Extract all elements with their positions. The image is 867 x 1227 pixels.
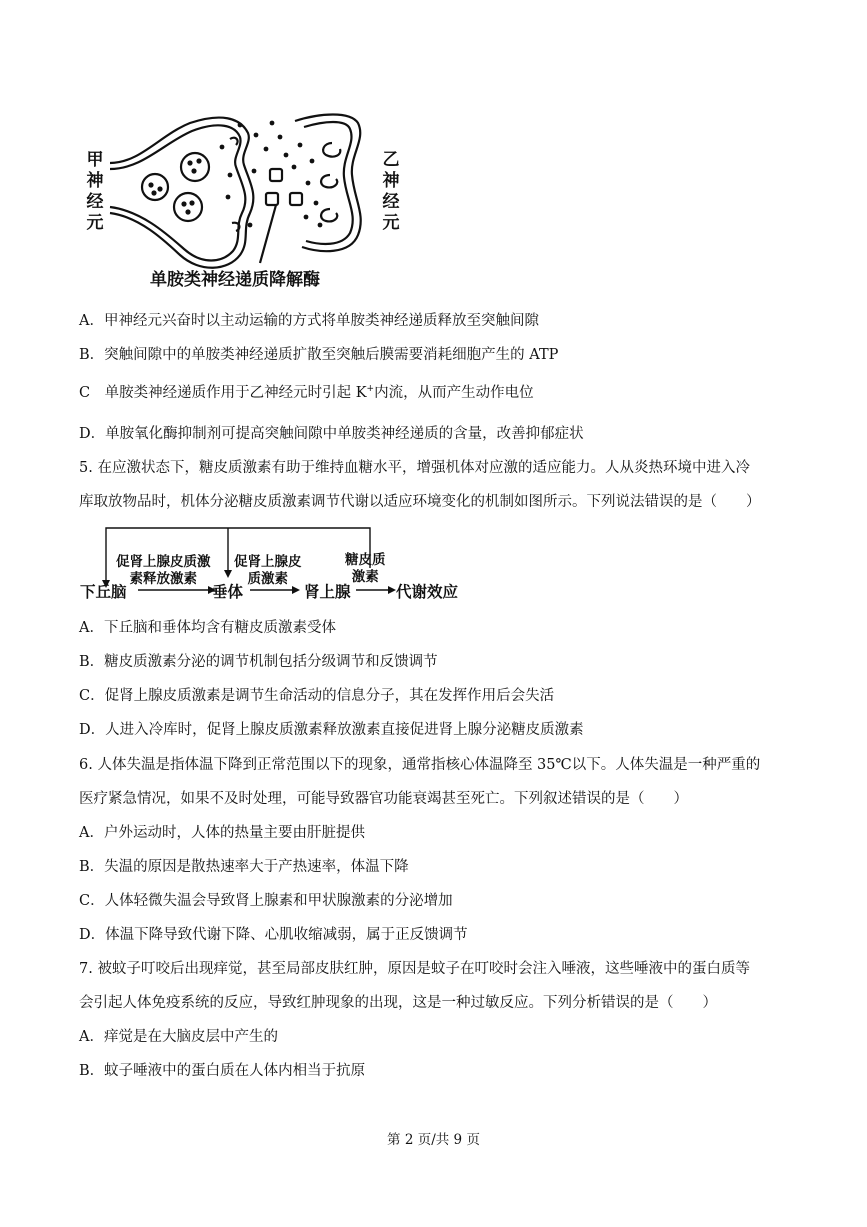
q7-stem-line-2: 会引起人体免疫系统的反应，导致红肿现象的出现，这是一种过敏反应。下列分析错误的是（ ） (79, 995, 717, 1011)
presynaptic-neuron-label: 甲 神 经 元 (86, 150, 104, 233)
potassium-charge: + (366, 384, 375, 394)
q6-option-b: B．失温的原因是散热速率大于产热速率，体温下降 (79, 859, 409, 875)
q4-option-c-post: 内流，从而产生动作电位 (374, 384, 534, 401)
q7-option-a: A．痒觉是在大脑皮层中产生的 (79, 1029, 278, 1045)
postsynaptic-neuron-label: 乙 神 经 元 (382, 150, 400, 233)
q4-option-c (79, 379, 534, 403)
node-metabolic-effect: 代谢效应 (396, 583, 459, 601)
page-footer: 第 2 页/共 9 页 (387, 1132, 480, 1148)
q5-option-b: B．糖皮质激素分泌的调节机制包括分级调节和反馈调节 (79, 654, 438, 670)
node-adrenal: 肾上腺 (304, 583, 351, 601)
q4-option-b: B．突触间隙中的单胺类神经递质扩散至突触后膜需要消耗细胞产生的 ATP (79, 347, 559, 363)
q6-option-d: D．体温下降导致代谢下降、心肌收缩减弱，属于正反馈调节 (79, 927, 468, 943)
enzyme-label: 单胺类神经递质降解酶 (150, 270, 320, 290)
q5-option-c: C．促肾上腺皮质激素是调节生命活动的信息分子，其在发挥作用后会失活 (79, 688, 555, 704)
label-glucocorticoid: 糖皮质 激素 (345, 552, 386, 585)
q5-option-a: A．下丘脑和垂体均含有糖皮质激素受体 (79, 620, 336, 636)
synapse-diagram (80, 105, 420, 290)
q6-stem-line-1: 6. 人体失温是指体温下降到正常范围以下的现象，通常指核心体温降至 35℃以下。人体失温是一种严重的 (79, 757, 761, 773)
label-acth: 促肾上腺皮 质激素 (234, 554, 302, 587)
q4-option-d: D．单胺氧化酶抑制剂可提高突触间隙中单胺类神经递质的含量，改善抑郁症状 (79, 426, 584, 442)
q5-option-d: D．人进入冷库时，促肾上腺皮质激素释放激素直接促进肾上腺分泌糖皮质激素 (79, 722, 584, 738)
node-pituitary: 垂体 (212, 583, 244, 601)
q5-stem-line-2: 库取放物品时，机体分泌糖皮质激素调节代谢以适应环境变化的机制如图所示。下列说法错误的是（ ） (79, 494, 761, 510)
q7-stem-line-1: 7. 被蚊子叮咬后出现痒觉，甚至局部皮肤红肿，原因是蚊子在叮咬时会注入唾液，这些唾液中的蛋白质等 (79, 961, 750, 977)
q6-stem-line-2: 医疗紧急情况，如果不及时处理，可能导致器官功能衰竭甚至死亡。下列叙述错误的是（ ） (79, 791, 688, 807)
q6-option-c: C．人体轻微失温会导致肾上腺素和甲状腺激素的分泌增加 (79, 893, 453, 909)
q5-stem-line-1: 5. 在应激状态下，糖皮质激素有助于维持血糖水平，增强机体对应激的适应能力。人从炎热环境中进入冷 (79, 460, 750, 476)
q7-option-b: B．蚊子唾液中的蛋白质在人体内相当于抗原 (79, 1063, 366, 1079)
q4-option-c-pre: C 单胺类神经递质作用于乙神经元时引起 K (79, 384, 367, 401)
node-hypothalamus: 下丘脑 (80, 583, 127, 601)
q6-option-a: A．户外运动时，人体的热量主要由肝脏提供 (79, 825, 365, 841)
label-crh: 促肾上腺皮质激 素释放激素 (116, 554, 211, 587)
q4-option-a: A．甲神经元兴奋时以主动运输的方式将单胺类神经递质释放至突触间隙 (79, 313, 539, 329)
